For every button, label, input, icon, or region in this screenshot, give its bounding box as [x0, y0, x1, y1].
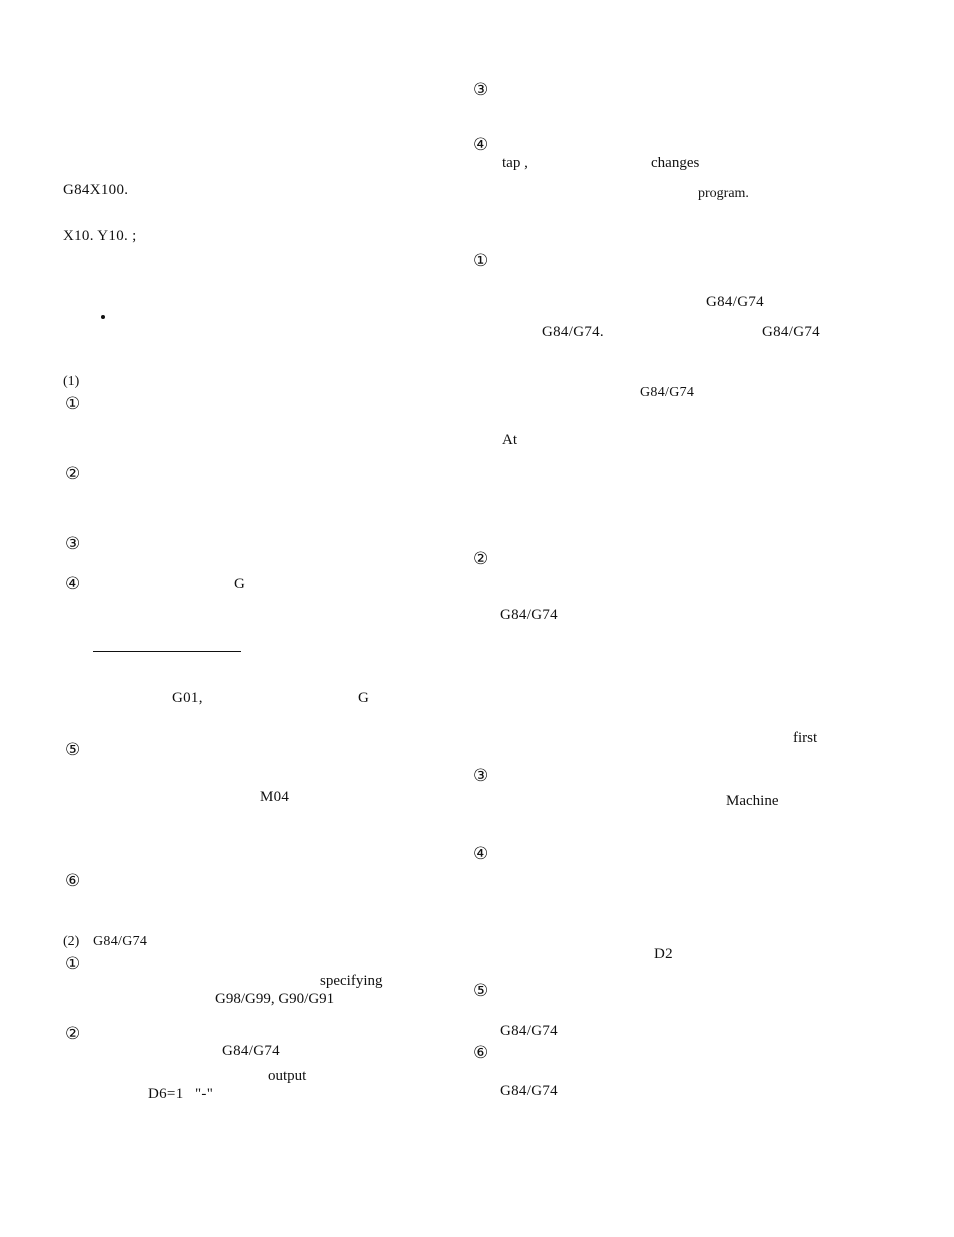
r-top-marker-4: ④ [473, 135, 489, 155]
r-item-2-first: first [793, 730, 818, 746]
r-item-2-code: G84/G74 [500, 607, 558, 623]
item-marker-4: ④ [65, 574, 81, 594]
item-4-g: G [234, 576, 245, 592]
r-item-5-code: G84/G74 [500, 1023, 558, 1039]
item-marker-6: ⑥ [65, 871, 81, 891]
r-item-marker-2: ② [473, 549, 489, 569]
underline-rule [93, 651, 241, 652]
item-marker-2: ② [65, 464, 81, 484]
item-marker-3: ③ [65, 534, 81, 554]
s2-item-2-minus: "-" [195, 1086, 214, 1102]
s2-item-marker-1: ① [65, 954, 81, 974]
r-item-4-d2: D2 [654, 946, 673, 962]
r-item-1-code-b: G84/G74. [542, 324, 604, 340]
r-item-1-at: At [502, 432, 517, 448]
r-item-1-code-d: G84/G74 [640, 385, 695, 400]
r-top-marker-3: ③ [473, 80, 489, 100]
code-g84x100: G84X100. [63, 182, 129, 198]
r-item-3-machine: Machine [726, 793, 779, 809]
s2-item-2-d6: D6=1 [148, 1086, 184, 1102]
code-m04: M04 [260, 789, 290, 805]
s2-item-2-output: output [268, 1068, 307, 1084]
bullet-dot [101, 315, 105, 319]
r-top-4-tap: tap , [502, 155, 528, 171]
section-1-label: (1) [63, 374, 80, 389]
r-item-marker-5: ⑤ [473, 981, 489, 1001]
s2-item-1-specifying: specifying [320, 973, 383, 989]
item-marker-1: ① [65, 394, 81, 414]
s2-item-2-code: G84/G74 [222, 1043, 280, 1059]
s2-item-1-codes: G98/G99, G90/G91 [215, 991, 335, 1007]
g-letter: G [358, 690, 369, 706]
r-item-1-code-c: G84/G74 [762, 324, 820, 340]
section-2-code: G84/G74 [93, 934, 148, 949]
item-marker-5: ⑤ [65, 740, 81, 760]
r-item-marker-3: ③ [473, 766, 489, 786]
r-top-4-program: program. [698, 186, 749, 201]
r-item-marker-4: ④ [473, 844, 489, 864]
r-item-marker-1: ① [473, 251, 489, 271]
code-g01: G01, [172, 690, 203, 706]
r-item-marker-6: ⑥ [473, 1043, 489, 1063]
section-2-label: (2) [63, 934, 80, 949]
s2-item-marker-2: ② [65, 1024, 81, 1044]
r-item-6-code: G84/G74 [500, 1083, 558, 1099]
r-item-1-code-a: G84/G74 [706, 294, 764, 310]
code-x10-y10: X10. Y10. ; [63, 228, 137, 244]
r-top-4-changes: changes [651, 155, 700, 171]
